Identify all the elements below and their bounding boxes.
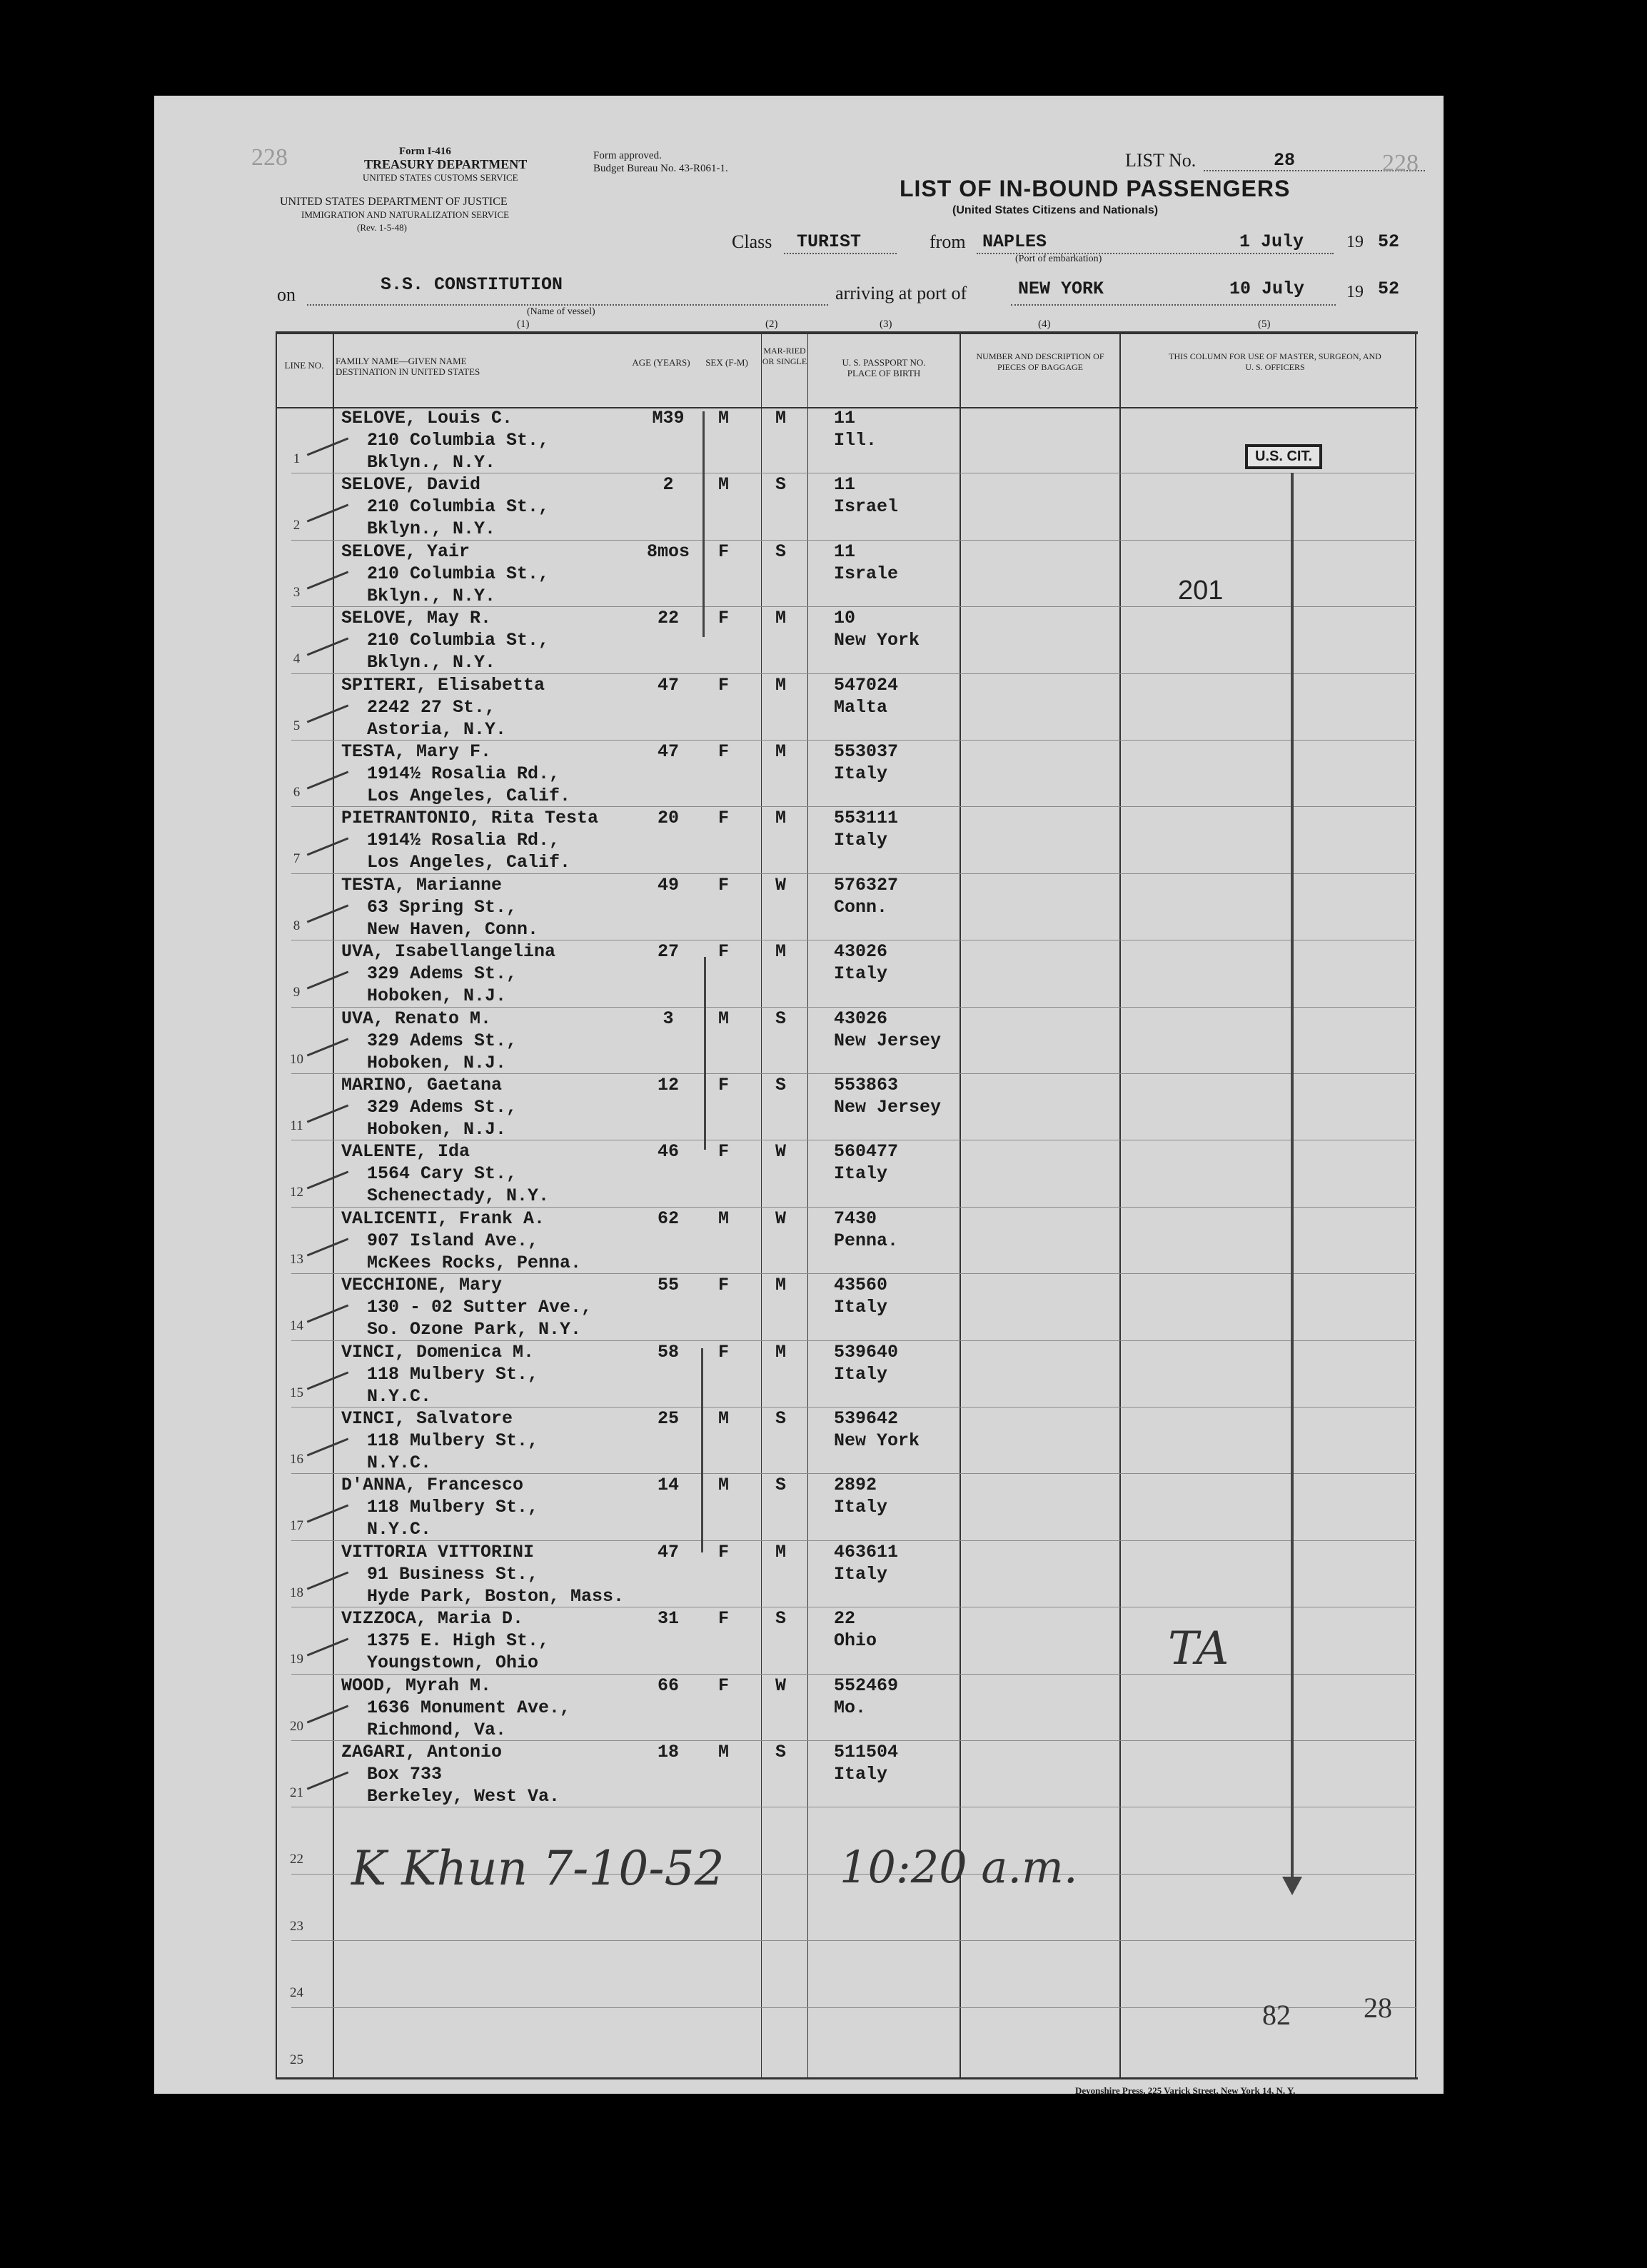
line-number: 9: [293, 985, 301, 1000]
line-number: 11: [290, 1118, 303, 1133]
class-label: Class: [732, 231, 772, 252]
passport-number: 11: [834, 541, 856, 562]
passenger-name: VALENTE, Ida: [341, 1141, 470, 1163]
sex: F: [718, 1341, 730, 1363]
sex: F: [718, 608, 730, 629]
place-of-birth: Penna.: [834, 1230, 899, 1251]
address-city: Los Angeles, Calif.: [367, 786, 571, 806]
check-mark: [307, 1771, 349, 1790]
table-row: [154, 1807, 1444, 1874]
passenger-name: PIETRANTONIO, Rita Testa: [341, 808, 599, 829]
address-city: N.Y.C.: [367, 1452, 432, 1473]
place-of-birth: New Jersey: [834, 1030, 942, 1051]
sex: F: [718, 1275, 730, 1296]
marital-status: M: [775, 808, 787, 829]
vessel-name: S.S. CONSTITUTION: [381, 274, 563, 295]
passport-number: 576327: [834, 874, 899, 895]
address-city: Astoria, N.Y.: [367, 718, 507, 740]
address-street: 1914½ Rosalia Rd.,: [367, 763, 560, 784]
header-baggage: NUMBER AND DESCRIPTION OF PIECES OF BAGGAGE: [976, 351, 1104, 372]
line-number: 18: [290, 1585, 303, 1600]
passport-number: 547024: [834, 674, 899, 696]
table-row: [154, 1741, 1444, 1807]
marital-status: S: [775, 541, 787, 562]
age: 49: [657, 874, 679, 895]
table-row: [154, 674, 1444, 741]
header-age: AGE (YEARS): [632, 357, 690, 368]
address-city: Youngstown, Ohio: [367, 1652, 539, 1674]
place-of-birth: Malta: [834, 696, 888, 718]
table-row: [154, 473, 1444, 540]
address-city: Berkeley, West Va.: [367, 1786, 560, 1807]
place-of-birth: Mo.: [834, 1697, 867, 1718]
age: 58: [657, 1341, 679, 1363]
check-mark: [307, 904, 349, 923]
address-street: 210 Columbia St.,: [367, 563, 550, 584]
marital-status: M: [775, 1275, 787, 1296]
line-number: 6: [293, 785, 301, 800]
column-number-5: (5): [1258, 318, 1271, 330]
place-of-birth: Italy: [834, 1563, 888, 1585]
form-revision: (Rev. 1-5-48): [357, 222, 407, 233]
age: 47: [657, 741, 679, 762]
line-number: 4: [293, 651, 301, 667]
place-of-birth: Ill.: [834, 430, 877, 451]
place-of-birth: New Jersey: [834, 1097, 942, 1118]
place-of-birth: Italy: [834, 1497, 888, 1518]
table-row: [154, 807, 1444, 873]
stamp-number-right: 228: [1382, 150, 1419, 176]
line-number: 17: [290, 1518, 303, 1534]
marital-status: S: [775, 474, 787, 496]
check-mark: [307, 1705, 349, 1723]
marital-status: S: [775, 1075, 787, 1095]
address-city: N.Y.C.: [367, 1385, 432, 1407]
place-of-birth: Italy: [834, 1163, 888, 1185]
printer-footer: Devonshire Press, 225 Varick Street, New York 14, N. Y.: [1075, 2085, 1296, 2096]
age: 3: [663, 1008, 674, 1029]
address-street: 210 Columbia St.,: [367, 430, 550, 451]
sex: F: [718, 1141, 730, 1163]
place-of-birth: Conn.: [834, 896, 888, 918]
passport-number: 511504: [834, 1742, 899, 1762]
check-mark: [307, 838, 349, 856]
sex: F: [718, 808, 730, 829]
line-number: 10: [290, 1051, 303, 1067]
table-row: [154, 1675, 1444, 1741]
address-city: So. Ozone Park, N.Y.: [367, 1319, 582, 1340]
address-city: Hyde Park, Boston, Mass.: [367, 1585, 625, 1607]
bottom-number-left: 82: [1262, 1999, 1291, 2031]
line-number: 5: [293, 718, 301, 733]
address-city: Richmond, Va.: [367, 1719, 507, 1740]
column-number-1: (1): [517, 318, 530, 330]
header-married: MAR-RIED OR SINGLE: [762, 346, 807, 366]
place-of-birth: Israle: [834, 563, 899, 584]
passenger-name: VINCI, Domenica M.: [341, 1341, 535, 1363]
sex: M: [718, 474, 730, 496]
address-city: N.Y.C.: [367, 1519, 432, 1540]
marital-status: M: [775, 941, 787, 963]
departure-date: 1 July: [1239, 231, 1304, 252]
passport-number: 553111: [834, 808, 899, 829]
marital-status: W: [775, 1141, 787, 1163]
arrival-year: 52: [1378, 279, 1400, 299]
arrival-year-prefix: 19: [1346, 283, 1364, 301]
departure-year: 52: [1378, 231, 1400, 252]
table-row: [154, 1541, 1444, 1607]
address-street: 1636 Monument Ave.,: [367, 1697, 571, 1718]
line-number: 15: [290, 1385, 303, 1400]
sex: F: [718, 1608, 730, 1630]
handwritten-201: 201: [1178, 576, 1224, 606]
marital-status: S: [775, 1408, 787, 1429]
header-line-no: LINE NO.: [284, 360, 324, 371]
sex: M: [718, 1008, 730, 1029]
place-of-birth: Italy: [834, 963, 888, 985]
place-of-birth: New York: [834, 630, 920, 651]
passport-number: 463611: [834, 1541, 899, 1562]
age: 46: [657, 1141, 679, 1163]
from-label: from: [930, 231, 966, 252]
age: 47: [657, 674, 679, 696]
table-row: [154, 741, 1444, 807]
line-number: 22: [290, 1852, 303, 1867]
marital-status: S: [775, 1608, 787, 1630]
age: 31: [657, 1608, 679, 1630]
passport-number: 553037: [834, 741, 899, 762]
class-dots: [784, 253, 897, 254]
passport-number: 10: [834, 608, 856, 629]
address-street: 118 Mulbery St.,: [367, 1363, 539, 1385]
age: 20: [657, 808, 679, 829]
place-of-birth: New York: [834, 1430, 920, 1451]
passport-number: 2892: [834, 1475, 877, 1496]
passenger-name: SELOVE, David: [341, 474, 481, 496]
line-number: 23: [290, 1918, 303, 1934]
check-mark: [307, 1571, 349, 1590]
passenger-name: UVA, Isabellangelina: [341, 941, 556, 963]
age: 8mos: [647, 541, 690, 562]
column-number-3: (3): [880, 318, 892, 330]
marital-status: M: [775, 608, 787, 629]
age: M39: [652, 408, 685, 428]
address-city: Bklyn., N.Y.: [367, 452, 496, 473]
sex: F: [718, 1675, 730, 1696]
marital-status: S: [775, 1008, 787, 1029]
customs-service: UNITED STATES CUSTOMS SERVICE: [363, 172, 518, 183]
address-street: 118 Mulbery St.,: [367, 1430, 539, 1451]
line-number: 19: [290, 1652, 303, 1667]
check-mark: [307, 571, 349, 589]
passport-number: 539640: [834, 1341, 899, 1363]
passport-number: 560477: [834, 1141, 899, 1163]
list-number-value: 28: [1274, 150, 1296, 171]
passenger-name: D'ANNA, Francesco: [341, 1475, 524, 1496]
line-number: 1: [293, 451, 301, 466]
table-row: [154, 1008, 1444, 1074]
address-city: Bklyn., N.Y.: [367, 518, 496, 540]
address-city: Bklyn., N.Y.: [367, 652, 496, 673]
justice-department: UNITED STATES DEPARTMENT OF JUSTICE: [280, 196, 508, 208]
check-mark: [307, 1038, 349, 1056]
passenger-name: VINCI, Salvatore: [341, 1408, 513, 1429]
age: 14: [657, 1475, 679, 1496]
passport-number: 7430: [834, 1208, 877, 1229]
age: 12: [657, 1075, 679, 1095]
address-city: Hoboken, N.J.: [367, 1052, 507, 1073]
line-number: 3: [293, 584, 301, 600]
address-street: 329 Adems St.,: [367, 1097, 518, 1118]
handwritten-signature: K Khun 7-10-52: [351, 1841, 725, 1896]
table-row: [154, 1875, 1444, 1941]
passenger-name: VECCHIONE, Mary: [341, 1275, 503, 1296]
age: 55: [657, 1275, 679, 1296]
passenger-name: VITTORIA VITTORINI: [341, 1541, 535, 1562]
address-city: New Haven, Conn.: [367, 918, 539, 940]
check-mark: [307, 1171, 349, 1190]
passport-number: 539642: [834, 1408, 899, 1429]
age: 62: [657, 1208, 679, 1229]
table-row: [154, 1074, 1444, 1140]
passport-number: 11: [834, 408, 856, 428]
sex: M: [718, 1408, 730, 1429]
passenger-name: VIZZOCA, Maria D.: [341, 1608, 524, 1630]
treasury-department: TREASURY DEPARTMENT: [364, 157, 528, 171]
table-row: [154, 1140, 1444, 1207]
address-city: Bklyn., N.Y.: [367, 585, 496, 606]
arrow-down-icon: [1282, 1877, 1302, 1895]
address-street: 1564 Cary St.,: [367, 1163, 518, 1185]
marital-status: W: [775, 1208, 787, 1229]
handwritten-initials: TA: [1168, 1622, 1229, 1675]
table-row: [154, 607, 1444, 673]
marital-status: S: [775, 1475, 787, 1496]
passenger-name: SPITERI, Elisabetta: [341, 674, 545, 696]
sex: F: [718, 674, 730, 696]
form-number: Form I-416: [399, 146, 451, 157]
table-row: [154, 2008, 1444, 2074]
marital-status: W: [775, 1675, 787, 1696]
table-row: [154, 874, 1444, 940]
form-approved: Form approved.: [593, 150, 662, 161]
marital-status: M: [775, 741, 787, 762]
passenger-name: TESTA, Marianne: [341, 874, 503, 895]
age: 18: [657, 1742, 679, 1762]
passport-number: 553863: [834, 1075, 899, 1095]
place-of-birth: Italy: [834, 763, 888, 784]
table-row: [154, 940, 1444, 1007]
column-number-2: (2): [765, 318, 778, 330]
line-number: 8: [293, 918, 301, 933]
family-bracket: [702, 411, 705, 637]
ins-service: IMMIGRATION AND NATURALIZATION SERVICE: [301, 209, 510, 220]
header-name: FAMILY NAME—GIVEN NAME DESTINATION IN UNITED STATES: [336, 356, 480, 377]
address-street: 63 Spring St.,: [367, 896, 518, 918]
us-citizen-stamp: U.S. CIT.: [1245, 444, 1322, 469]
document-title: LIST OF IN-BOUND PASSENGERS: [900, 176, 1291, 201]
passenger-name: MARINO, Gaetana: [341, 1075, 503, 1095]
address-street: 329 Adems St.,: [367, 1030, 518, 1051]
manifest-page: [154, 96, 1444, 2094]
list-number-label: LIST No.: [1125, 150, 1197, 171]
passenger-name: VALICENTI, Frank A.: [341, 1208, 545, 1229]
column-number-4: (4): [1038, 318, 1051, 330]
header-passport: U. S. PASSPORT NO. PLACE OF BIRTH: [842, 357, 926, 378]
sex: F: [718, 874, 730, 895]
budget-bureau: Budget Bureau No. 43-R061-1.: [593, 163, 728, 174]
place-of-birth: Ohio: [834, 1630, 877, 1652]
check-mark: [307, 1505, 349, 1523]
age: 66: [657, 1675, 679, 1696]
marital-status: M: [775, 408, 787, 428]
vessel-caption: (Name of vessel): [527, 306, 595, 317]
table-bottom-rule: [276, 2077, 1418, 2079]
sex: M: [718, 1208, 730, 1229]
passport-number: 11: [834, 474, 856, 496]
sex: M: [718, 1742, 730, 1762]
passenger-name: SELOVE, Louis C.: [341, 408, 513, 428]
line-number: 25: [290, 2052, 303, 2067]
table-row: [154, 1474, 1444, 1540]
port-dots: [1011, 304, 1336, 306]
line-number: 24: [290, 1985, 303, 2001]
arriving-label: arriving at port of: [835, 283, 967, 303]
bottom-number-right: 28: [1364, 1992, 1392, 2024]
address-street: 210 Columbia St.,: [367, 496, 550, 518]
sex: M: [718, 408, 730, 428]
passenger-name: UVA, Renato M.: [341, 1008, 492, 1029]
line-number: 20: [290, 1718, 303, 1734]
address-city: Hoboken, N.J.: [367, 1119, 507, 1140]
check-mark: [307, 1104, 349, 1123]
departure-year-prefix: 19: [1346, 233, 1364, 251]
age: 25: [657, 1408, 679, 1429]
table-row: [154, 1341, 1444, 1408]
handwritten-time: 10:20 a.m.: [840, 1841, 1078, 1893]
marital-status: W: [775, 874, 787, 895]
stamp-number-left: 228: [251, 144, 288, 171]
passenger-name: TESTA, Mary F.: [341, 741, 492, 762]
address-street: 118 Mulbery St.,: [367, 1497, 539, 1518]
check-mark: [307, 1238, 349, 1256]
address-street: 907 Island Ave.,: [367, 1230, 539, 1251]
table-row: [154, 1408, 1444, 1474]
address-street: 1914½ Rosalia Rd.,: [367, 830, 560, 851]
age: 47: [657, 1541, 679, 1562]
table-top-rule: [276, 331, 1418, 334]
sex: F: [718, 541, 730, 562]
passenger-name: SELOVE, Yair: [341, 541, 470, 562]
sex: M: [718, 1475, 730, 1496]
address-street: 2242 27 St.,: [367, 696, 496, 718]
check-mark: [307, 1638, 349, 1657]
marital-status: S: [775, 1742, 787, 1762]
sex: F: [718, 1541, 730, 1562]
address-street: Box 733: [367, 1764, 443, 1785]
place-of-birth: Italy: [834, 830, 888, 851]
address-city: McKees Rocks, Penna.: [367, 1252, 582, 1273]
address-street: 329 Adems St.,: [367, 963, 518, 985]
marital-status: M: [775, 674, 787, 696]
passport-number: 43560: [834, 1275, 888, 1296]
marital-status: M: [775, 1341, 787, 1363]
family-bracket: [701, 1348, 703, 1552]
check-mark: [307, 437, 349, 456]
line-number: 16: [290, 1452, 303, 1467]
age: 22: [657, 608, 679, 629]
table-row: [154, 1208, 1444, 1274]
table-row: [154, 1607, 1444, 1674]
age: 2: [663, 474, 674, 496]
document-subtitle: (United States Citizens and Nationals): [952, 204, 1159, 216]
check-mark: [307, 971, 349, 990]
address-city: Los Angeles, Calif.: [367, 852, 571, 873]
sex: F: [718, 1075, 730, 1095]
address-street: 1375 E. High St.,: [367, 1630, 550, 1652]
embarkation-caption: (Port of embarkation): [1015, 254, 1102, 264]
line-number: 2: [293, 518, 301, 533]
check-mark: [307, 504, 349, 523]
address-street: 210 Columbia St.,: [367, 630, 550, 651]
check-mark: [307, 1305, 349, 1323]
place-of-birth: Italy: [834, 1363, 888, 1385]
passport-number: 552469: [834, 1675, 899, 1696]
line-number: 7: [293, 851, 301, 867]
table-row: [154, 1941, 1444, 2007]
sex: F: [718, 941, 730, 963]
table-row: [154, 541, 1444, 607]
table-row: [154, 1274, 1444, 1340]
line-number: 12: [290, 1185, 303, 1200]
address-street: 91 Business St.,: [367, 1563, 539, 1585]
passport-number: 43026: [834, 941, 888, 963]
ditto-arrow-line: [1291, 473, 1294, 1892]
place-of-birth: Israel: [834, 496, 899, 518]
address-street: 130 - 02 Sutter Ave.,: [367, 1297, 593, 1318]
address-city: Schenectady, N.Y.: [367, 1185, 550, 1207]
place-of-birth: Italy: [834, 1764, 888, 1785]
passport-number: 43026: [834, 1008, 888, 1029]
line-number: 13: [290, 1251, 303, 1267]
marital-status: M: [775, 1541, 787, 1562]
check-mark: [307, 1437, 349, 1456]
line-number: 21: [290, 1785, 303, 1800]
arrival-date: 10 July: [1229, 279, 1305, 299]
header-sex: SEX (F-M): [705, 357, 748, 368]
header-officers: THIS COLUMN FOR USE OF MASTER, SURGEON, AND U. S. OFFICERS: [1169, 351, 1381, 372]
passenger-name: WOOD, Myrah M.: [341, 1675, 492, 1696]
passenger-name: SELOVE, May R.: [341, 608, 492, 629]
family-bracket: [704, 957, 706, 1150]
embarkation-port: NAPLES: [982, 231, 1047, 252]
age: 27: [657, 941, 679, 963]
check-mark: [307, 771, 349, 789]
on-label: on: [277, 284, 296, 305]
place-of-birth: Italy: [834, 1297, 888, 1318]
check-mark: [307, 704, 349, 723]
address-city: Hoboken, N.J.: [367, 985, 507, 1007]
line-number: 14: [290, 1318, 303, 1334]
check-mark: [307, 638, 349, 656]
passport-number: 22: [834, 1608, 856, 1630]
class-value: TURIST: [797, 231, 862, 252]
sex: F: [718, 741, 730, 762]
passenger-name: ZAGARI, Antonio: [341, 1742, 503, 1762]
arrival-port: NEW YORK: [1018, 279, 1104, 299]
check-mark: [307, 1371, 349, 1390]
